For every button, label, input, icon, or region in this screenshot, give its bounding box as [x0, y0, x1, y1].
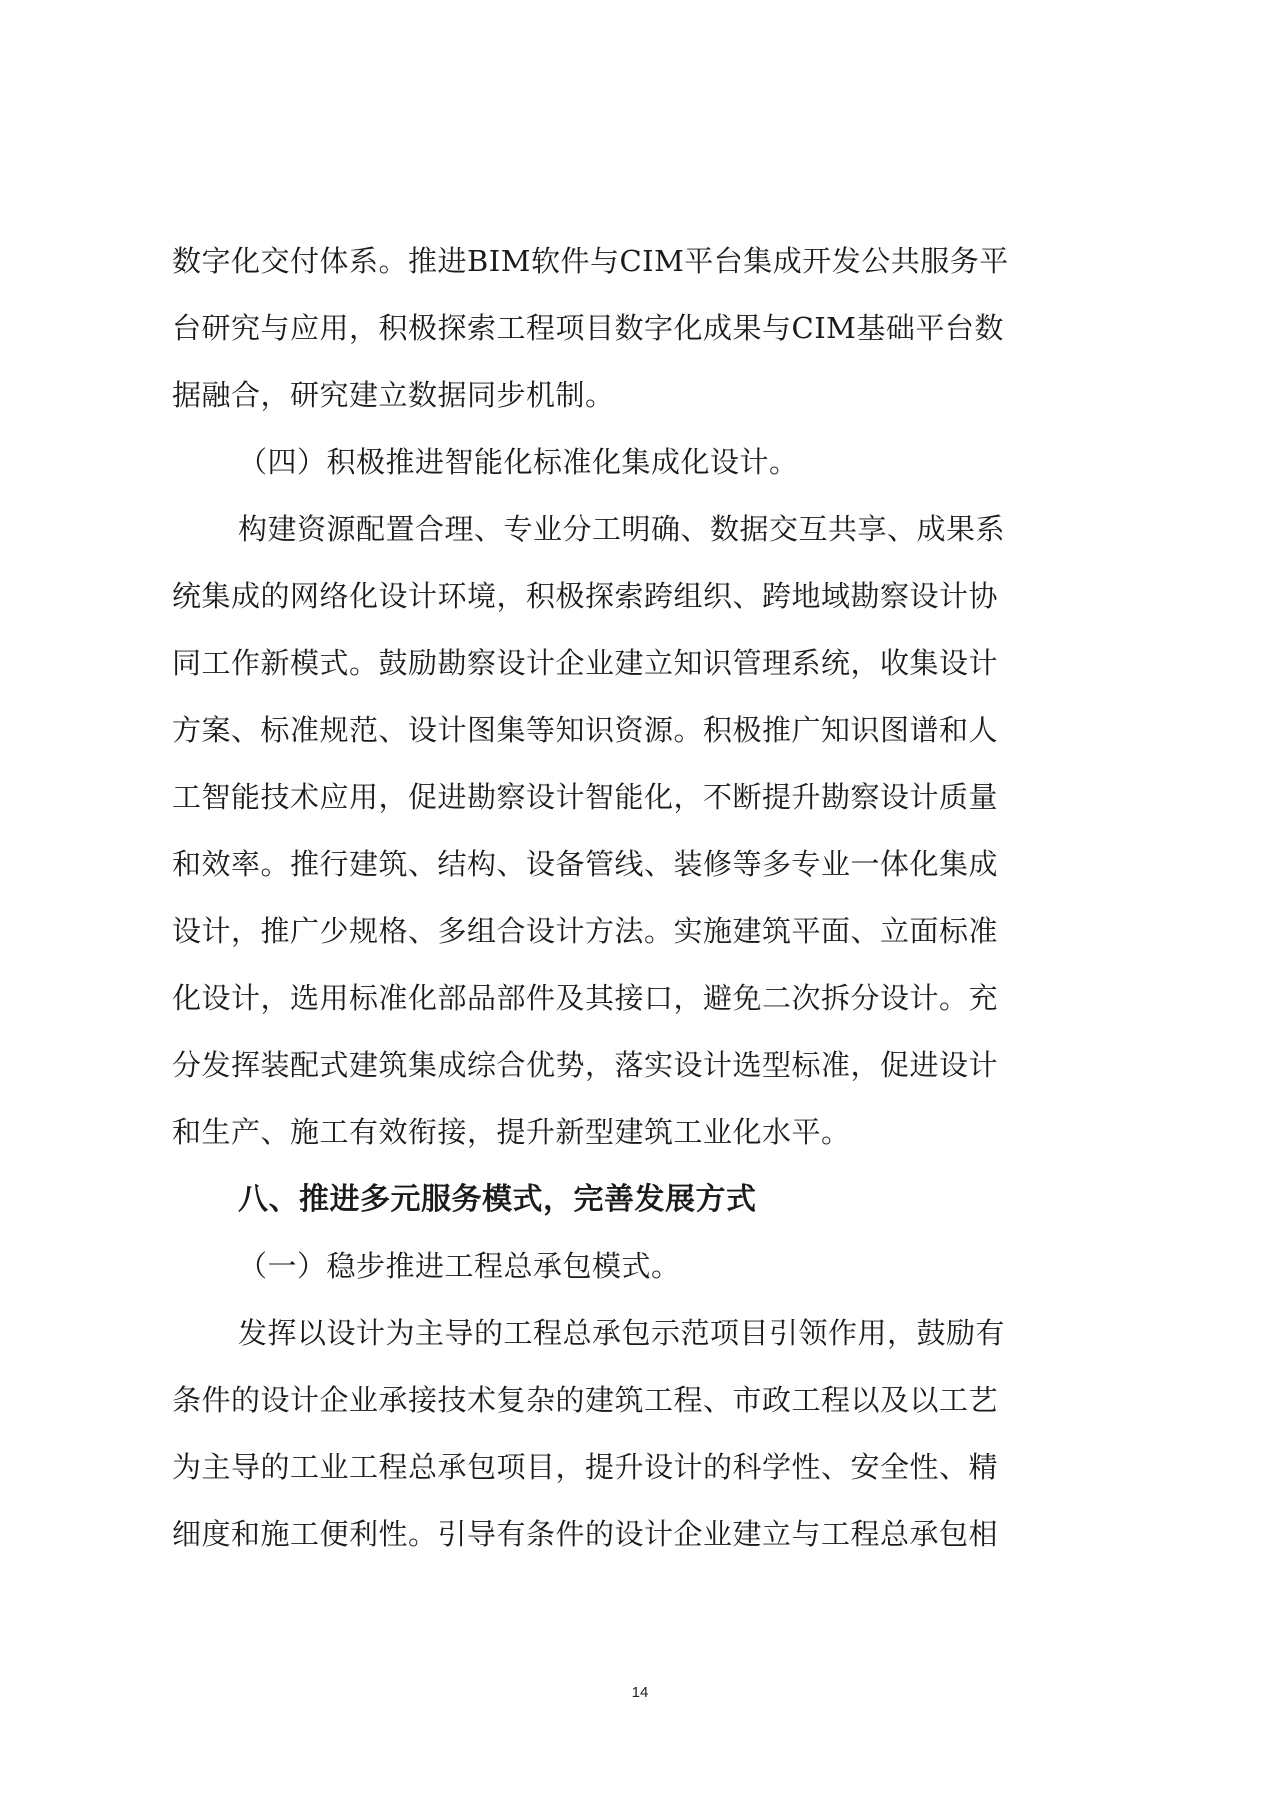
body-line: 工智能技术应用，促进勘察设计智能化，不断提升勘察设计质量: [172, 780, 999, 814]
body-line: 分发挥装配式建筑集成综合优势，落实设计选型标准，促进设计: [172, 1048, 999, 1082]
subsection-heading: （一）稳步推进工程总承包模式。: [238, 1249, 681, 1283]
body-line: 为主导的工业工程总承包项目，提升设计的科学性、安全性、精: [172, 1450, 999, 1484]
body-line: 台研究与应用，积极探索工程项目数字化成果与CIM基础平台数: [172, 311, 1004, 345]
page-body: [172, 228, 1120, 1568]
paragraph-first-line: 发挥以设计为主导的工程总承包示范项目引领作用，鼓励有: [238, 1316, 1006, 1350]
subsection-heading: （四）积极推进智能化标准化集成化设计。: [238, 445, 799, 479]
body-line: 细度和施工便利性。引导有条件的设计企业建立与工程总承包相: [172, 1517, 999, 1551]
body-line: 数字化交付体系。推进BIM软件与CIM平台集成开发公共服务平: [172, 244, 1009, 278]
body-line: 据融合，研究建立数据同步机制。: [172, 378, 615, 412]
body-line: 设计，推广少规格、多组合设计方法。实施建筑平面、立面标准: [172, 914, 999, 948]
section-heading: 八、推进多元服务模式，完善发展方式: [238, 1182, 757, 1217]
body-line: 条件的设计企业承接技术复杂的建筑工程、市政工程以及以工艺: [172, 1383, 999, 1417]
body-line: 和生产、施工有效衔接，提升新型建筑工业化水平。: [172, 1115, 851, 1149]
body-line: 统集成的网络化设计环境，积极探索跨组织、跨地域勘察设计协: [172, 579, 999, 613]
page-number: 14: [631, 1684, 649, 1701]
body-line: 和效率。推行建筑、结构、设备管线、装修等多专业一体化集成: [172, 847, 999, 881]
body-line: 同工作新模式。鼓励勘察设计企业建立知识管理系统，收集设计: [172, 646, 999, 680]
paragraph-first-line: 构建资源配置合理、专业分工明确、数据交互共享、成果系: [238, 512, 1006, 546]
body-line: 化设计，选用标准化部品部件及其接口，避免二次拆分设计。充: [172, 981, 999, 1015]
body-line: 方案、标准规范、设计图集等知识资源。积极推广知识图谱和人: [172, 713, 999, 747]
